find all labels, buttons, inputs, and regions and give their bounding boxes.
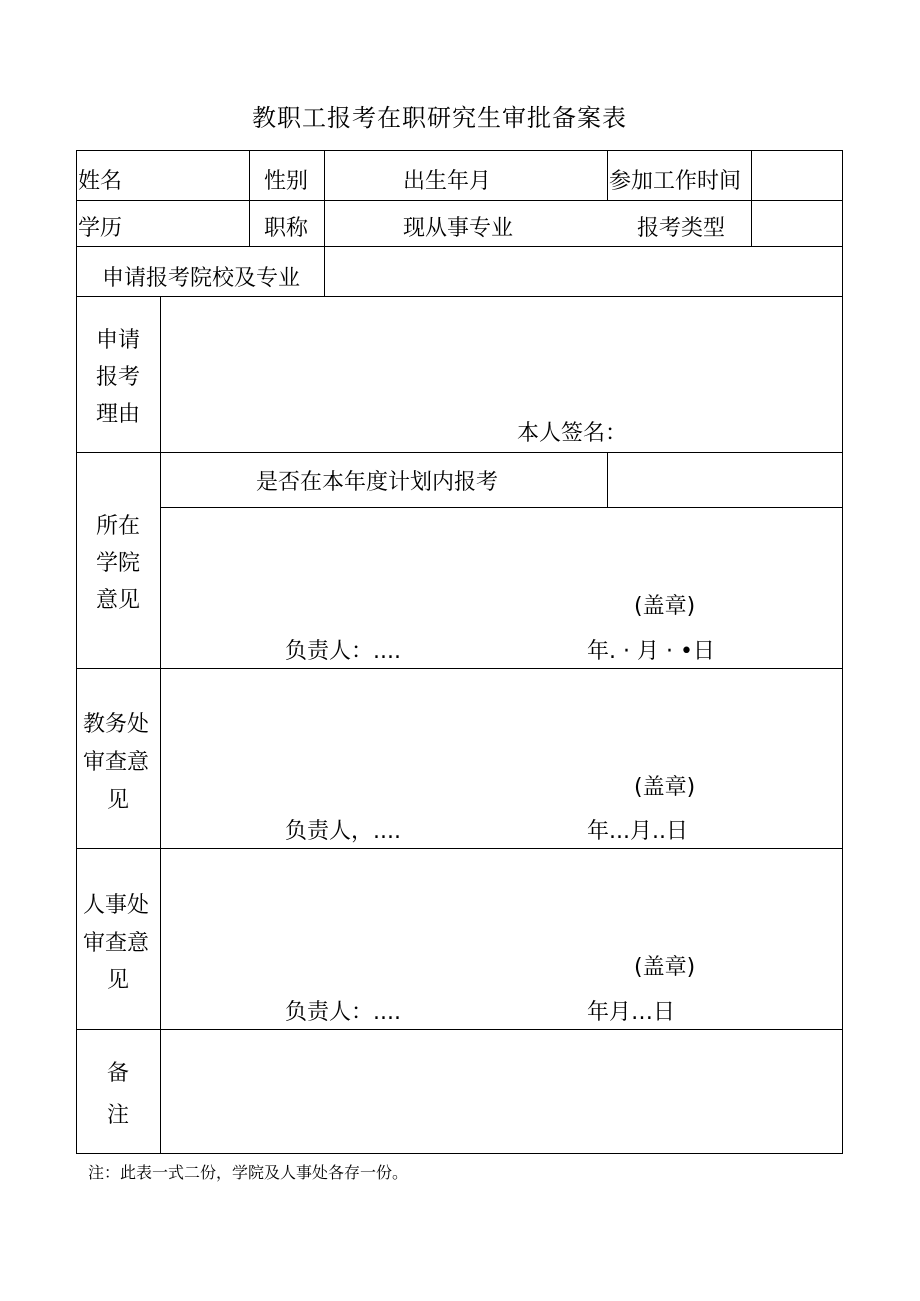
col-divider <box>160 296 161 1153</box>
hr-label-line: 审查意 <box>83 931 150 956</box>
signature-label: 本人签名： <box>517 421 628 446</box>
gender-label: 性别 <box>264 169 309 194</box>
table-border-left <box>76 150 77 1154</box>
in-plan-label: 是否在本年度计划内报考 <box>256 470 499 495</box>
education-label: 学历 <box>78 216 123 241</box>
person-in-charge-label: 负责人：.... <box>285 1000 401 1025</box>
college-label-line: 意见 <box>96 588 141 613</box>
col-divider <box>324 246 325 296</box>
table-border-top <box>76 150 843 151</box>
seal-label: (盖章) <box>634 955 696 980</box>
seal-label: (盖章) <box>634 775 696 800</box>
row-divider <box>76 246 843 247</box>
hr-label-line: 人事处 <box>83 893 150 918</box>
job-title-label: 职称 <box>264 216 309 241</box>
col-divider <box>607 150 608 200</box>
col-divider <box>249 150 250 246</box>
hr-label-line: 见 <box>107 968 130 993</box>
row-divider <box>76 296 843 297</box>
name-label: 姓名 <box>78 169 123 194</box>
person-in-charge-label: 负责人，.... <box>285 819 401 844</box>
col-divider <box>324 150 325 246</box>
work-start-label: 参加工作时间 <box>609 169 742 194</box>
birth-label: 出生年月 <box>403 169 492 194</box>
academic-label-line: 见 <box>107 788 130 813</box>
row-divider <box>76 848 843 849</box>
seal-label: (盖章) <box>634 594 696 619</box>
row-divider <box>76 668 843 669</box>
academic-label-line: 审查意 <box>83 750 150 775</box>
reason-label-line: 申请 <box>96 328 141 353</box>
table-border-bottom <box>76 1153 843 1154</box>
col-divider <box>751 150 752 246</box>
row-divider <box>76 1029 843 1030</box>
page-title: 教职工报考在职研究生审批备案表 <box>252 104 627 132</box>
exam-type-label: 报考类型 <box>637 216 726 241</box>
footnote: 注：此表一式二份，学院及人事处各存一份。 <box>88 1163 409 1182</box>
apply-school-label: 申请报考院校及专业 <box>102 266 301 291</box>
remarks-label-line: 注 <box>107 1103 130 1128</box>
row-divider <box>76 200 843 201</box>
date-label: 年月…日 <box>587 1000 676 1025</box>
college-label-line: 所在 <box>96 514 141 539</box>
person-in-charge-label: 负责人：.... <box>285 639 401 664</box>
row-divider <box>160 507 843 508</box>
remarks-label-line: 备 <box>107 1061 130 1086</box>
col-divider <box>607 452 608 507</box>
date-label: 年. · 月 · •日 <box>587 639 715 664</box>
college-label-line: 学院 <box>96 551 141 576</box>
reason-label-line: 报考 <box>96 365 141 390</box>
current-major-label: 现从事专业 <box>403 216 514 241</box>
table-border-right <box>842 150 843 1154</box>
reason-label-line: 理由 <box>96 402 141 427</box>
row-divider <box>76 452 843 453</box>
date-label: 年...月..日 <box>587 819 688 844</box>
academic-label-line: 教务处 <box>83 712 150 737</box>
